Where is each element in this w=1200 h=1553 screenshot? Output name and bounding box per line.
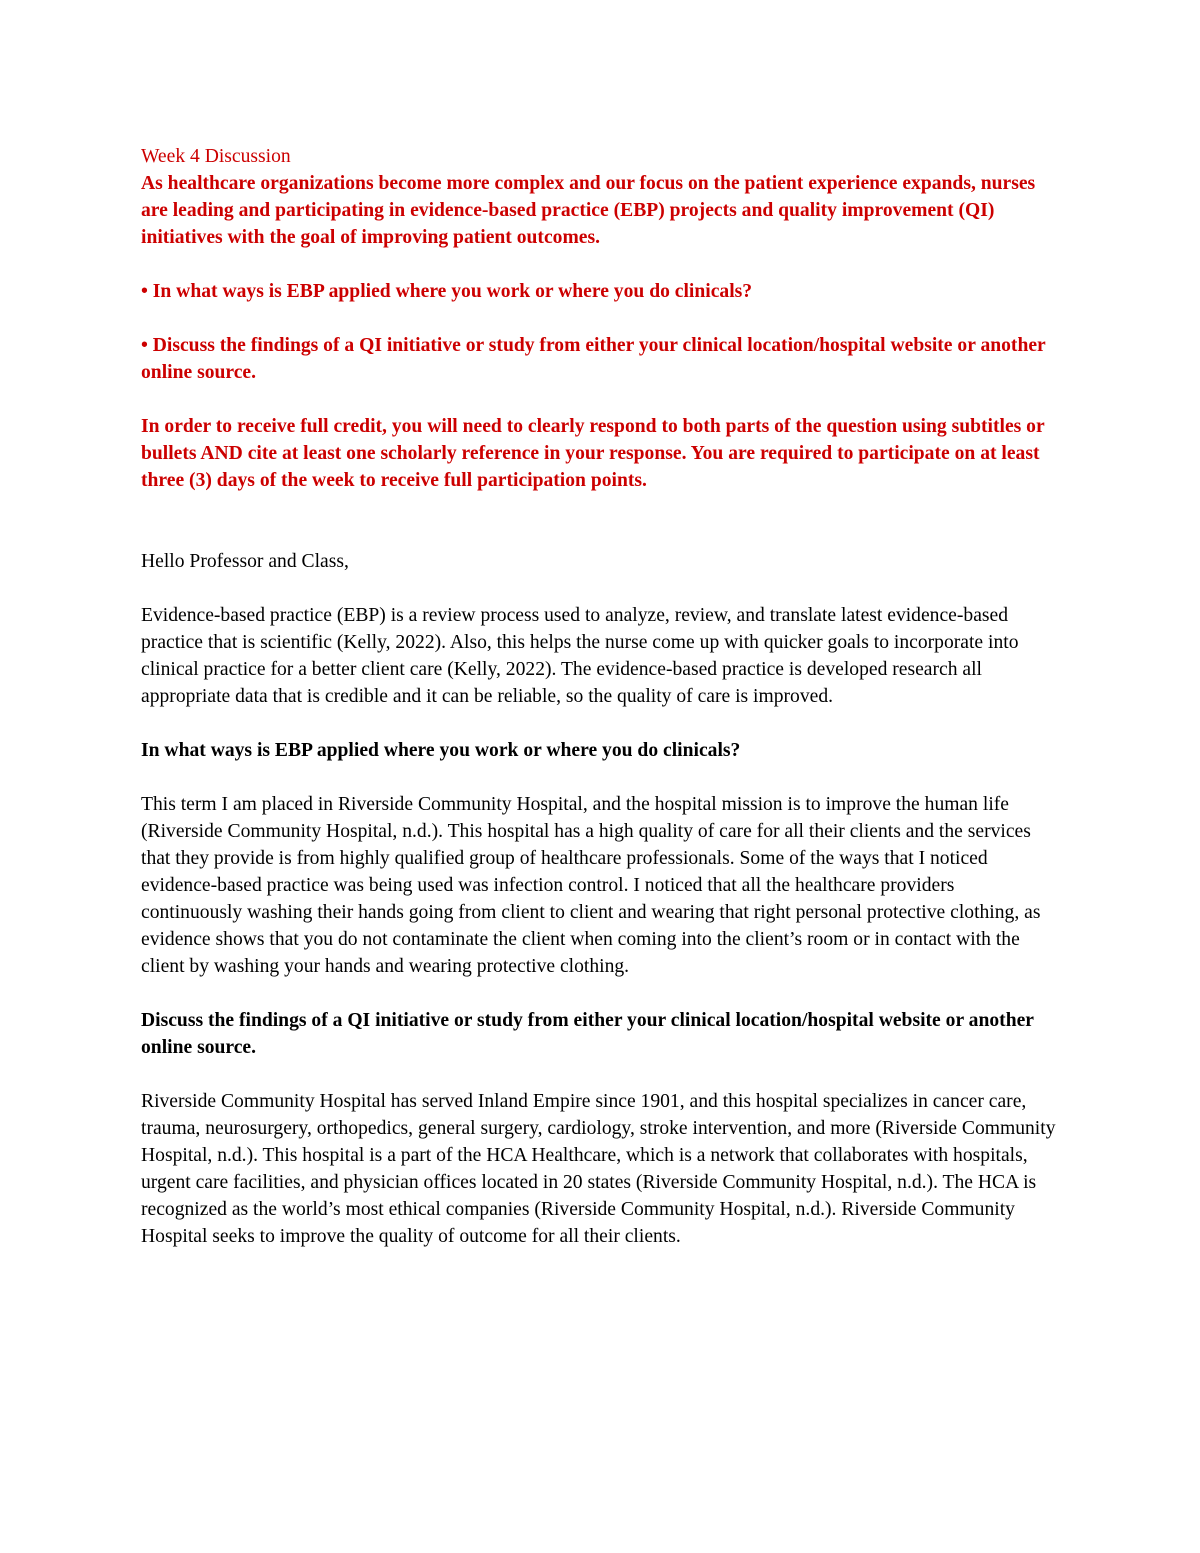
spacer [141,764,1059,791]
response-paragraph-2: Riverside Community Hospital has served Inland Empire since 1901, and this hospital specializes in cancer care, trauma, neurosurgery, orthopedics, general surgery, cardiology, stroke intervention, and more (Riverside Community Hospital, n.d.). This hospital is a part of the HCA Healthcare, which is a network that collaborates with hospitals, urgent care facilities, and physician offices located in 20 states (Riverside Community Hospital, n.d.). The HCA is recognized as the world’s most ethical companies (Riverside Community Hospital, n.d.). Riverside Community Hospital seeks to improve the quality of outcome for all their clients. [141,1091,1056,1247]
prompt-bullet-1: • In what ways is EBP applied where you work or where you do clinicals? [141,281,753,302]
document-body [141,143,1059,1250]
prompt-bullet-2: • Discuss the findings of a QI initiative or study from either your clinical location/hospital website or another online source. [141,335,1046,383]
response-heading-2: Discuss the findings of a QI initiative or study from either your clinical location/hospital website or another online source. [141,1010,1034,1058]
spacer [141,251,1059,278]
response-greeting: Hello Professor and Class, [141,551,349,572]
spacer [141,980,1059,1007]
response-paragraph-1: This term I am placed in Riverside Community Hospital, and the hospital mission is to improve the human life (Riverside Community Hospital, n.d.). This hospital has a high quality of care for all their clients and the services that they provide is from highly qualified group of healthcare professionals. Some of the ways that I noticed evidence-based practice was being used was infection control. I noticed that all the healthcare providers continuously washing their hands going from client to client and wearing that right personal protective clothing, as evidence shows that you do not contaminate the client when coming into the client’s room or in contact with the client by washing your hands and wearing protective clothing. [141,794,1041,977]
document-title: Week 4 Discussion [141,146,291,167]
spacer [141,710,1059,737]
spacer [141,305,1059,332]
prompt-requirements: In order to receive full credit, you will need to clearly respond to both parts of the question using subtitles or bullets AND cite at least one scholarly reference in your response. You are required to participate on at least three (3) days of the week to receive full participation points. [141,416,1045,491]
spacer [141,1061,1059,1088]
spacer [141,494,1059,548]
response-heading-1: In what ways is EBP applied where you work or where you do clinicals? [141,740,741,761]
response-intro-paragraph: Evidence-based practice (EBP) is a review process used to analyze, review, and translate latest evidence-based practice that is scientific (Kelly, 2022). Also, this helps the nurse come up with quicker goals to incorporate into clinical practice for a better client care (Kelly, 2022). The evidence-based practice is developed research all appropriate data that is credible and it can be reliable, so the quality of care is improved. [141,605,1019,707]
spacer [141,386,1059,413]
spacer [141,575,1059,602]
prompt-intro: As healthcare organizations become more complex and our focus on the patient experience expands, nurses are leading and participating in evidence-based practice (EBP) projects and quality improvement (QI) initiatives with the goal of improving patient outcomes. [141,173,1036,248]
